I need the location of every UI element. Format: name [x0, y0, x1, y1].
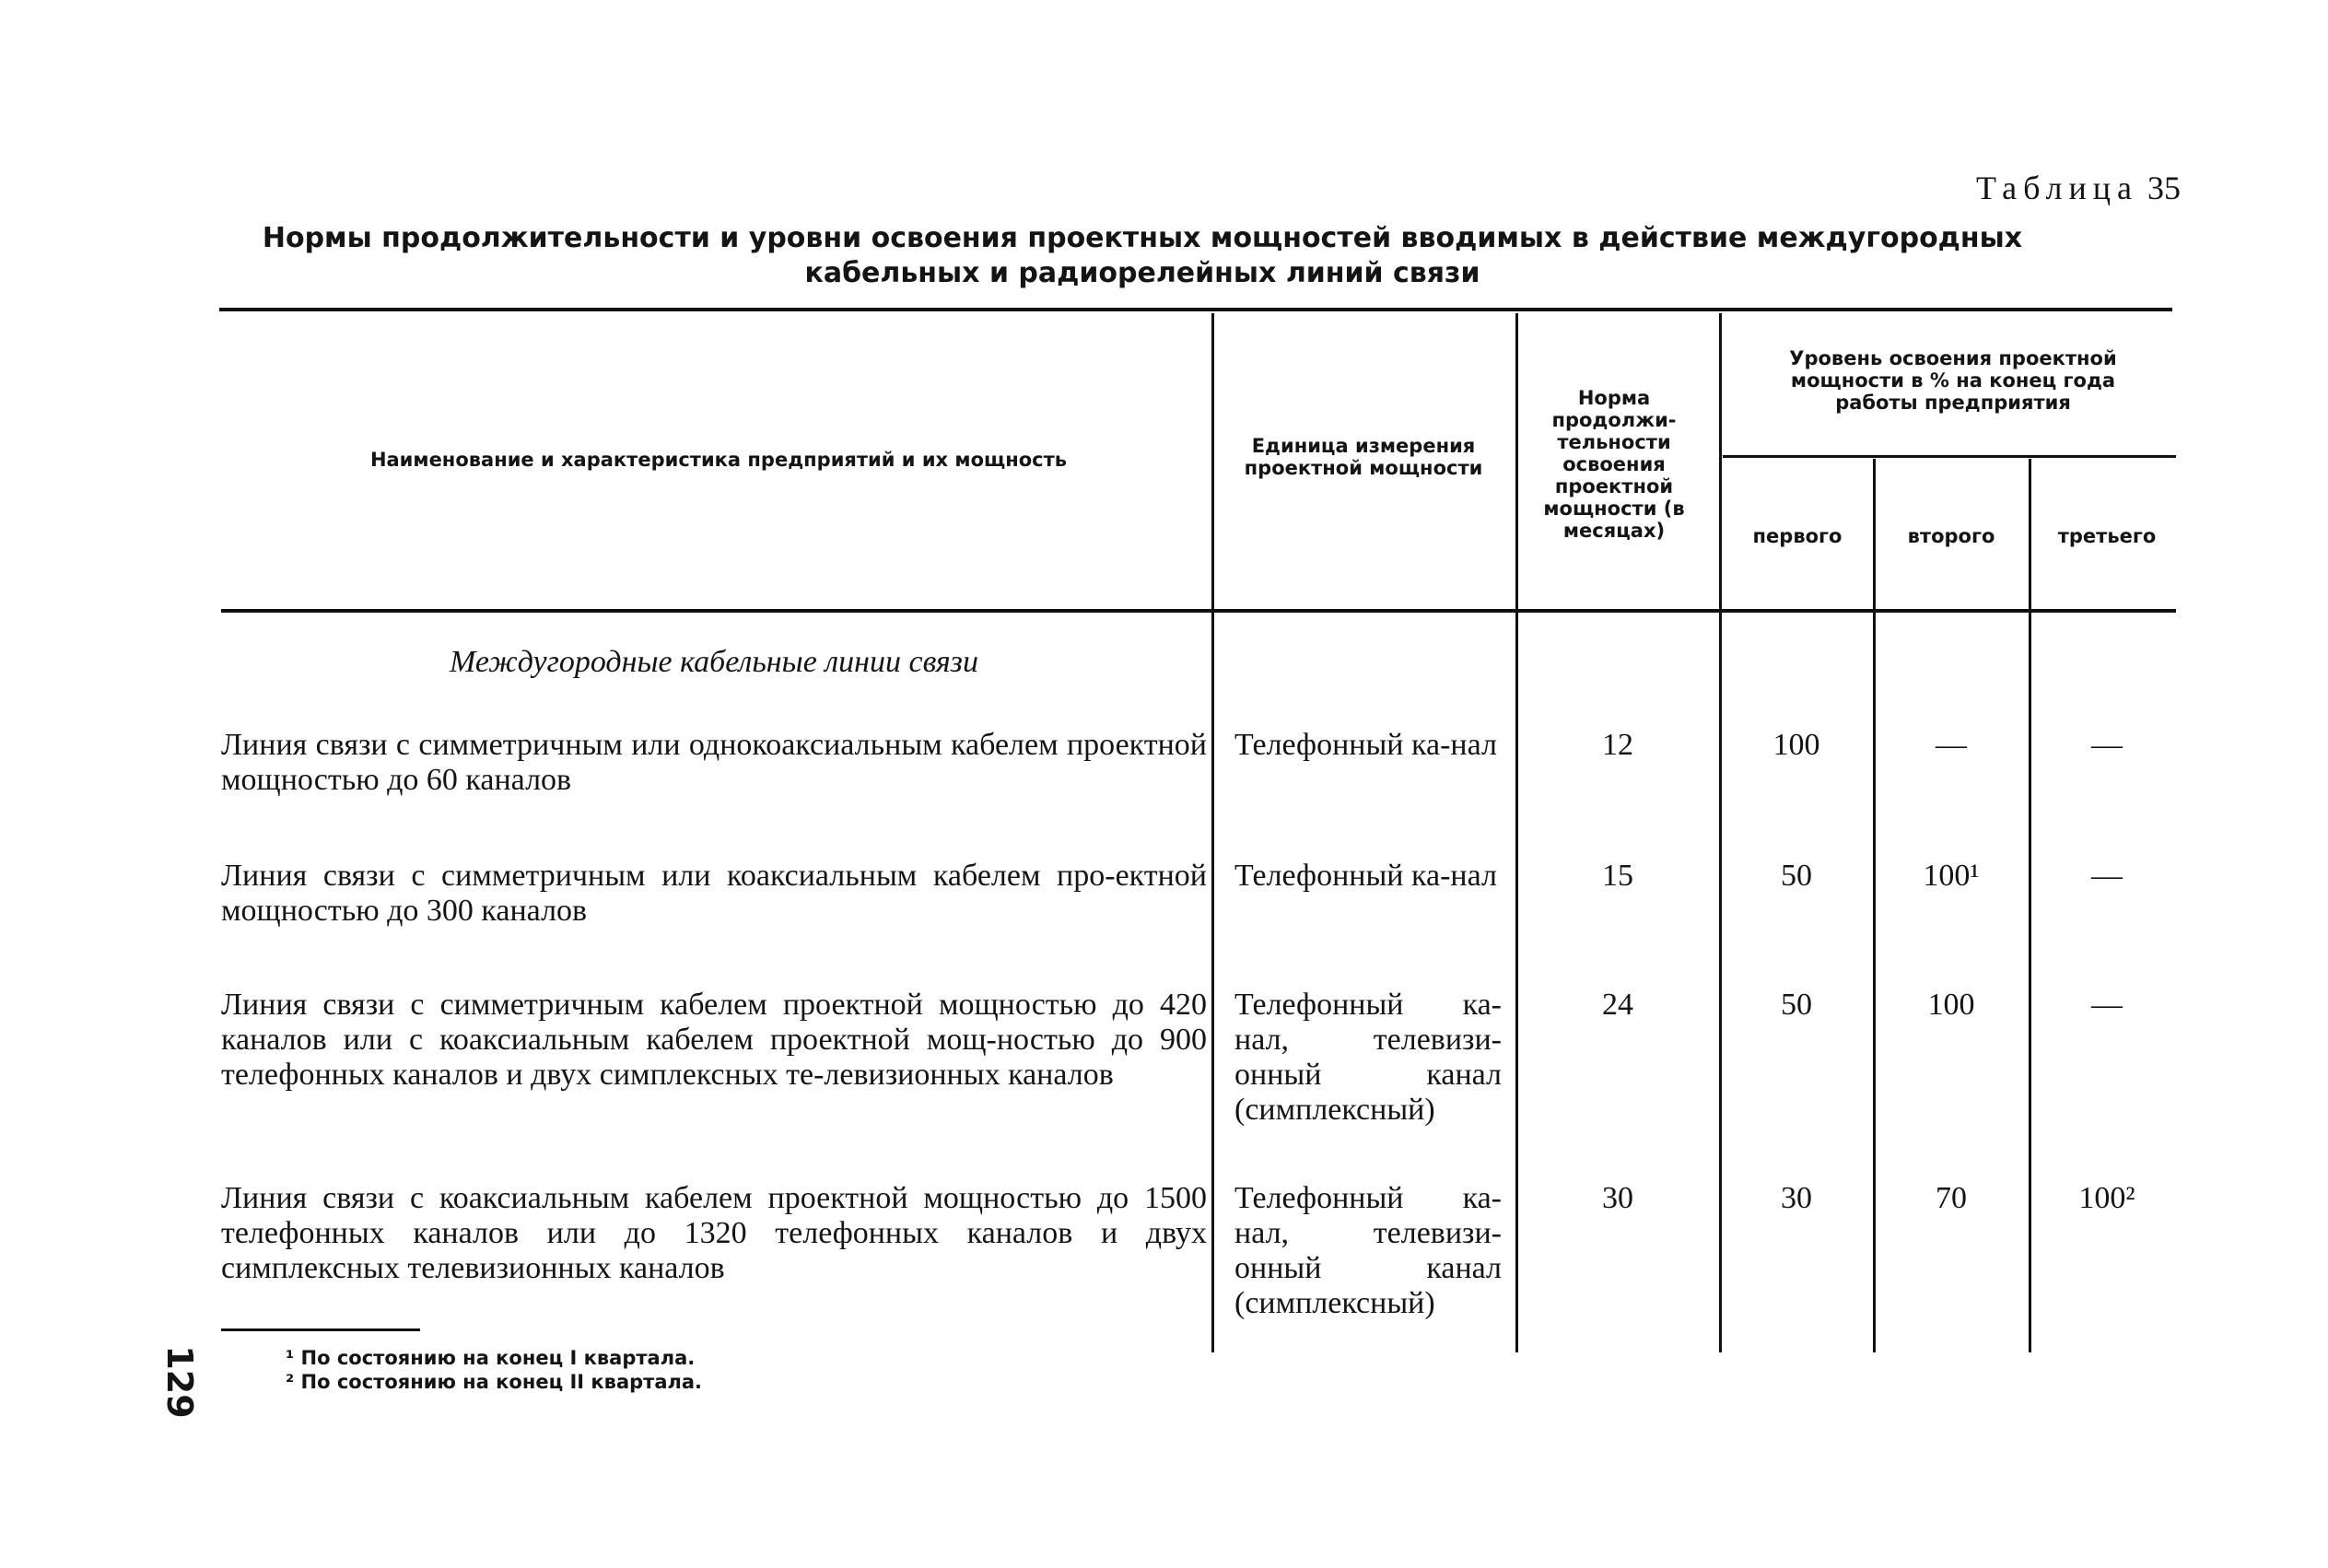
column-divider-3	[1719, 313, 1722, 1352]
row-1-norm: 12	[1602, 728, 1633, 762]
header-year-2: второго	[1907, 525, 1995, 547]
row-3-name: Линия связи с симметричным кабелем проектной мощностью до 420 каналов или с коаксиальным кабелем проектной мощ-ностью до 900 телефонных каналов и двух симплексных те-левизионных каналов	[221, 988, 1207, 1092]
row-3-year-1: 50	[1781, 988, 1812, 1022]
row-4-year-2: 70	[1936, 1181, 1967, 1215]
title-line-1: Нормы продолжительности и уровни освоения проектных мощностей вводимых в действие междугородных	[262, 222, 2023, 254]
header-year-3: третьего	[2057, 525, 2157, 547]
header-level: Уровень освоения проектной мощности в % на конец года работы предприятия	[1789, 347, 2117, 414]
row-2-norm: 15	[1602, 859, 1633, 893]
table-top-rule	[219, 308, 2172, 311]
level-subheader-rule	[1723, 455, 2176, 458]
row-2-year-3: —	[2091, 859, 2123, 893]
footnote-rule	[221, 1328, 420, 1331]
row-3-year-3: —	[2091, 988, 2123, 1022]
row-4-unit: Телефонный ка-нал, телевизи-онный канал (симплексный)	[1234, 1181, 1502, 1320]
column-divider-2	[1515, 313, 1518, 1352]
header-norm: Норма продолжи-тельности освоения проектной мощности (в месяцах)	[1543, 387, 1685, 542]
table-label-text: Таблица	[1976, 170, 2138, 206]
row-1-unit: Телефонный ка-нал	[1234, 728, 1497, 762]
header-year-1: первого	[1752, 525, 1843, 547]
row-2-year-1: 50	[1781, 859, 1812, 893]
row-1-year-2: —	[1936, 728, 1967, 762]
header-bottom-rule	[221, 609, 2176, 613]
row-2-year-2: 100¹	[1923, 859, 1980, 893]
row-4-year-3: 100²	[2078, 1181, 2135, 1215]
column-divider-4	[1873, 459, 1876, 1352]
row-1-name: Линия связи с симметричным или однокоаксиальным кабелем проектной мощностью до 60 каналов	[221, 728, 1207, 797]
row-3-unit: Телефонный ка-нал, телевизи-онный канал (симплексный)	[1234, 988, 1502, 1127]
footnote-2: ² По состоянию на конец II квартала.	[286, 1371, 703, 1393]
row-4-norm: 30	[1602, 1181, 1633, 1215]
row-3-year-2: 100	[1927, 988, 1975, 1022]
section-title: Междугородные кабельные линии связи	[450, 645, 978, 679]
row-4-name: Линия связи с коаксиальным кабелем проектной мощностью до 1500 телефонных каналов или до 1320 телефонных каналов и двух симплексных телевизионных каналов	[221, 1181, 1207, 1285]
row-4-year-1: 30	[1781, 1181, 1812, 1215]
title-line-2: кабельных и радиорелейных линий связи	[804, 257, 1480, 289]
row-1-year-1: 100	[1772, 728, 1820, 762]
row-3-norm: 24	[1602, 988, 1633, 1022]
table-number: 35	[2147, 170, 2181, 206]
footnote-1: ¹ По состоянию на конец I квартала.	[286, 1347, 696, 1369]
column-divider-1	[1211, 313, 1214, 1352]
column-divider-5	[2029, 459, 2031, 1352]
page-number: 129	[159, 1345, 200, 1419]
row-2-name: Линия связи с симметричным или коаксиальным кабелем про-ектной мощностью до 300 каналов	[221, 859, 1207, 928]
row-1-year-3: —	[2091, 728, 2123, 762]
header-name: Наименование и характеристика предприятий и их мощность	[369, 449, 1068, 471]
table-label	[1976, 169, 2181, 207]
page-title	[221, 221, 2064, 291]
row-2-unit: Телефонный ка-нал	[1234, 859, 1497, 893]
header-unit: Единица измерения проектной мощности	[1244, 435, 1483, 479]
